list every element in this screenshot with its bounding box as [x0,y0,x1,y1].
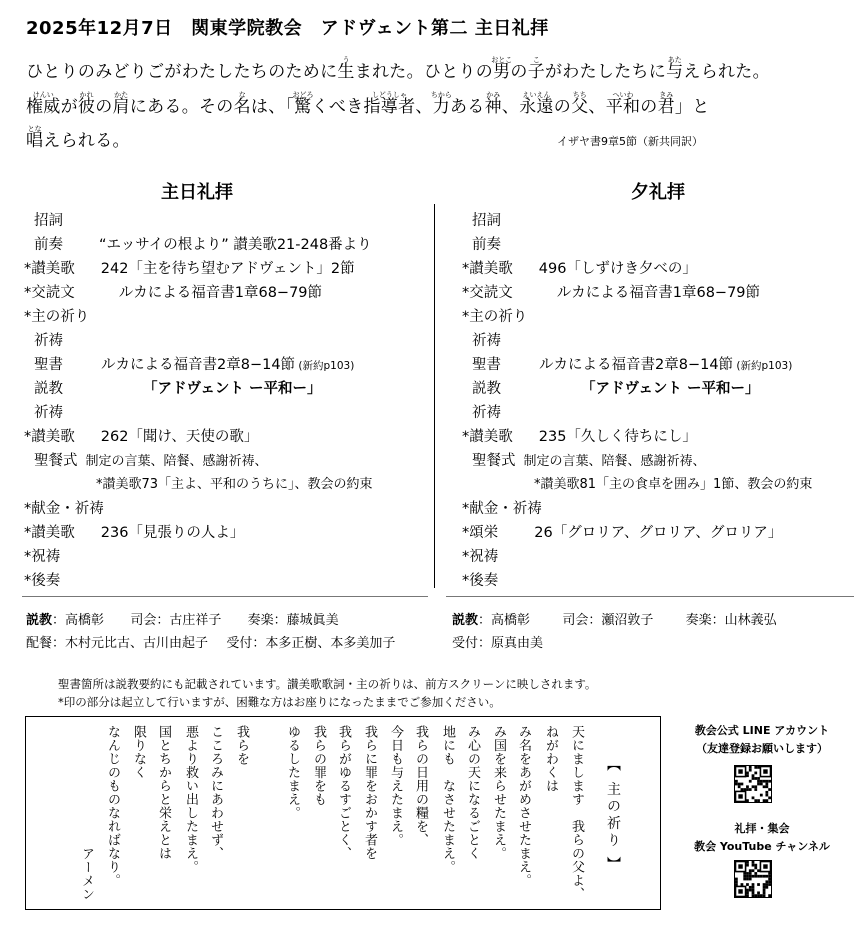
order-item [462,569,498,590]
order-item [462,545,498,566]
ruby-text: かれ [79,91,94,99]
prayer-line: 悪より救い出したまえ。 [183,725,198,874]
order-item-label: 前奏 [472,237,501,253]
mc-name: ：瀬沼敦子 [588,613,654,628]
reception-label: 受付 [452,636,479,651]
prayer-line: 天にまします 我らの父よ、 [569,725,584,901]
staff-rule-left [22,596,428,597]
preacher-name: ：高橋彰 [52,613,105,628]
scripture-citation: イザヤ書9章5節（新共同訳） [557,135,703,148]
ruby-text: ちち [572,91,587,99]
prayer-line: 限りなく [131,725,146,779]
order-item-note: (新約p103) [295,360,355,372]
line-account-title: 教会公式 LINE アカウント [694,724,830,737]
order-item-label: 説教 [472,381,501,397]
note-line-1: 聖書箇所は説教要約にも記載されています。讃美歌歌詞・主の祈りは、前方スクリーンに映しされます。 [58,677,597,691]
order-item-detail: “エッサイの根より” 讃美歌21-248番より [99,237,372,253]
order-item [24,281,322,302]
preacher-label: 説教 [452,613,479,628]
order-item-label: *祝祷 [24,549,61,565]
order-item-label: 聖餐式 [472,453,516,469]
scripture-line-1: ひとりのみどりごがわたしたちのために生まれた。ひとりの男の子がわたしたちに与えられた。 [26,62,770,82]
music-name: ：藤城眞美 [273,613,339,628]
ruby-text: ちから [430,91,452,99]
communion-names: ：木村元比古、古川由起子 [52,636,209,651]
order-item-label: 祈祷 [34,405,63,421]
order-item [24,353,354,374]
order-item-label: *讃美歌 [462,429,513,445]
order-item [24,497,104,518]
reception-names: ：本多正樹、本多美加子 [252,636,396,651]
order-item-label: 聖餐式 [34,453,78,469]
order-item [24,257,355,278]
ruby-text: かた [114,91,129,99]
evening-heading: 夕礼拝 [631,182,685,203]
reception-names: ：原真由美 [478,636,544,651]
mc-name: ：古庄祥子 [156,613,222,628]
order-item-note: (新約p103) [733,360,793,372]
ruby-text: あた [667,56,682,64]
order-item-label: *祝祷 [462,549,499,565]
order-item-label: *交読文 [462,285,513,301]
order-item-detail: 26「グロリア、グロリア、グロリア」 [534,525,783,541]
order-item-detail: 236「見張りの人よ」 [100,525,245,541]
prayer-line: 我らを [234,725,249,766]
music-label: 奏楽 [247,613,274,628]
prayer-line: 我らに罪をおかす者を [362,725,377,860]
ruby-text: こ [532,56,540,64]
ruby-text: う [342,56,350,64]
evening-staff-row-1 [452,609,777,628]
order-item-detail: ルカによる福音書1章68−79節 [118,285,323,301]
order-item-detail: 「アドヴェント ー平和ー」 [143,381,322,397]
order-item [24,449,268,470]
page-title: 2025年12月7日 関東学院教会 アドヴェント第二 主日礼拝 [26,18,549,39]
order-item-label: *後奏 [24,573,61,589]
music-label: 奏楽 [685,613,712,628]
order-item-label: *後奏 [462,573,499,589]
order-item-detail: 242「主を待ち望むアドヴェント」2節 [100,261,355,277]
evening-staff-row-2 [452,632,543,651]
reception-label: 受付 [226,636,253,651]
prayer-line: み国を来らせたまえ。 [491,725,506,860]
staff-rule-right [446,596,854,597]
order-item [462,257,697,278]
order-item-label: *頌栄 [462,525,499,541]
order-item-label: 祈祷 [34,333,63,349]
prayer-line: み心の天になるごとく [465,725,480,860]
order-item-label: 祈祷 [472,405,501,421]
order-item [24,305,89,326]
order-item-detail: 「アドヴェント ー平和ー」 [581,381,760,397]
ruby-text: へいわ [612,91,634,99]
ruby-text: きみ [659,91,674,99]
ruby-text: な [238,91,246,99]
order-item-label: *献金・祈祷 [462,501,542,517]
order-item [462,401,501,422]
order-item-label: *交読文 [24,285,75,301]
order-item-label: 前奏 [34,237,63,253]
mc-label: 司会 [130,613,157,628]
order-item-detail: ルカによる福音書1章68−79節 [556,285,761,301]
prayer-line: アーメン [79,847,94,901]
prayer-line: 国とちからと栄えとは [156,725,171,860]
note-line-2: *印の部分は起立して行いますが、困難な方はお座りになったままでご参加ください。 [58,695,501,709]
prayer-line: 我らの日用の糧を、 [413,725,428,847]
order-item [462,377,759,398]
order-item [462,329,501,350]
order-item-detail: ルカによる福音書2章8−14節 [539,357,734,373]
order-item [462,521,782,542]
order-item-label: 招詞 [34,213,63,229]
prayer-line: こころみにあわせず、 [208,725,223,860]
ruby-text: おどろ [292,91,314,99]
prayer-line: ゆるしたまえ。 [285,725,300,820]
order-item [24,329,63,350]
order-item [462,497,542,518]
order-item-detail: 496「しずけき夕べの」 [538,261,697,277]
ruby-text: とな [27,125,42,133]
prayer-line: ねがわくは [543,725,558,793]
order-item [24,473,373,492]
order-item [462,449,706,470]
order-item-label: *讃美歌 [24,525,75,541]
order-item-detail: *讃美歌81「主の食卓を囲み」1節、教会の約束 [534,477,813,492]
morning-staff-row-1 [26,609,339,628]
scripture-line-3: 唱えられる。 [26,131,130,151]
order-item [462,305,527,326]
scripture-line-2: 権威が彼の肩にある。その名は、「驚くべき指導者、力ある神、永遠の父、平和の君」と [26,97,710,117]
order-item [462,209,501,230]
order-item [24,209,63,230]
youtube-qr-code-icon[interactable] [734,860,772,898]
preacher-name: ：高橋彰 [478,613,531,628]
music-name: ：山林義弘 [711,613,777,628]
order-item-detail: 235「久しく待ちにし」 [538,429,697,445]
order-item-label: *主の祈り [462,309,528,325]
ruby-text: えいえん [522,91,551,99]
order-item [24,377,321,398]
prayer-title: 【 主の祈り 】 [605,757,621,874]
prayer-line: 今日も与えたまえ。 [388,725,403,847]
order-item [462,281,760,302]
order-item-detail: 制定の言葉、陪餐、感謝祈祷、 [85,454,268,469]
ruby-text: おとこ [491,56,513,64]
mc-label: 司会 [562,613,589,628]
prayer-line: み名をあがめさせたまえ。 [516,725,531,887]
order-item-detail: 制定の言葉、陪餐、感謝祈祷、 [523,454,706,469]
prayer-line: 我らの罪をも [311,725,326,806]
order-item [462,233,501,254]
order-item-label: 聖書 [472,357,501,373]
order-item-label: *献金・祈祷 [24,501,104,517]
order-item-detail: ルカによる福音書2章8−14節 [101,357,296,373]
order-item-label: *讃美歌 [462,261,513,277]
line-qr-code-icon[interactable] [734,765,772,803]
order-item [24,401,63,422]
column-divider [434,204,435,588]
lords-prayer-box [25,716,661,910]
youtube-title: 礼拝・集会 [734,822,790,835]
line-account-subtitle: （友達登録お願いします） [696,742,828,755]
prayer-line: なんじのものなればなり。 [105,725,120,887]
ruby-text: かみ [486,91,501,99]
order-item [24,425,258,446]
order-item-label: 祈祷 [472,333,501,349]
morning-staff-row-2 [26,632,395,651]
order-item-label: 聖書 [34,357,63,373]
order-item-label: *主の祈り [24,309,90,325]
preacher-label: 説教 [26,613,53,628]
order-item [24,569,60,590]
order-item [24,233,372,254]
order-item-detail: *讃美歌73「主よ、平和のうちに」、教会の約束 [96,477,373,492]
prayer-line: 我らがゆるすごとく、 [336,725,351,860]
ruby-text: けんい [32,91,54,99]
order-item-label: *讃美歌 [24,429,75,445]
youtube-subtitle: 教会 YouTube チャンネル [694,840,830,853]
order-item-label: 説教 [34,381,63,397]
order-item [462,473,812,492]
order-item [24,545,60,566]
order-item [462,425,697,446]
prayer-line: 地にも なさせたまえ。 [440,725,455,874]
morning-heading: 主日礼拝 [161,182,233,203]
order-item-detail: 262「聞け、天使の歌」 [100,429,259,445]
order-item-label: *讃美歌 [24,261,75,277]
order-item [24,521,244,542]
communion-label: 配餐 [26,636,53,651]
order-item [462,353,792,374]
ruby-text: しどうしゃ [371,91,407,99]
order-item-label: 招詞 [472,213,501,229]
